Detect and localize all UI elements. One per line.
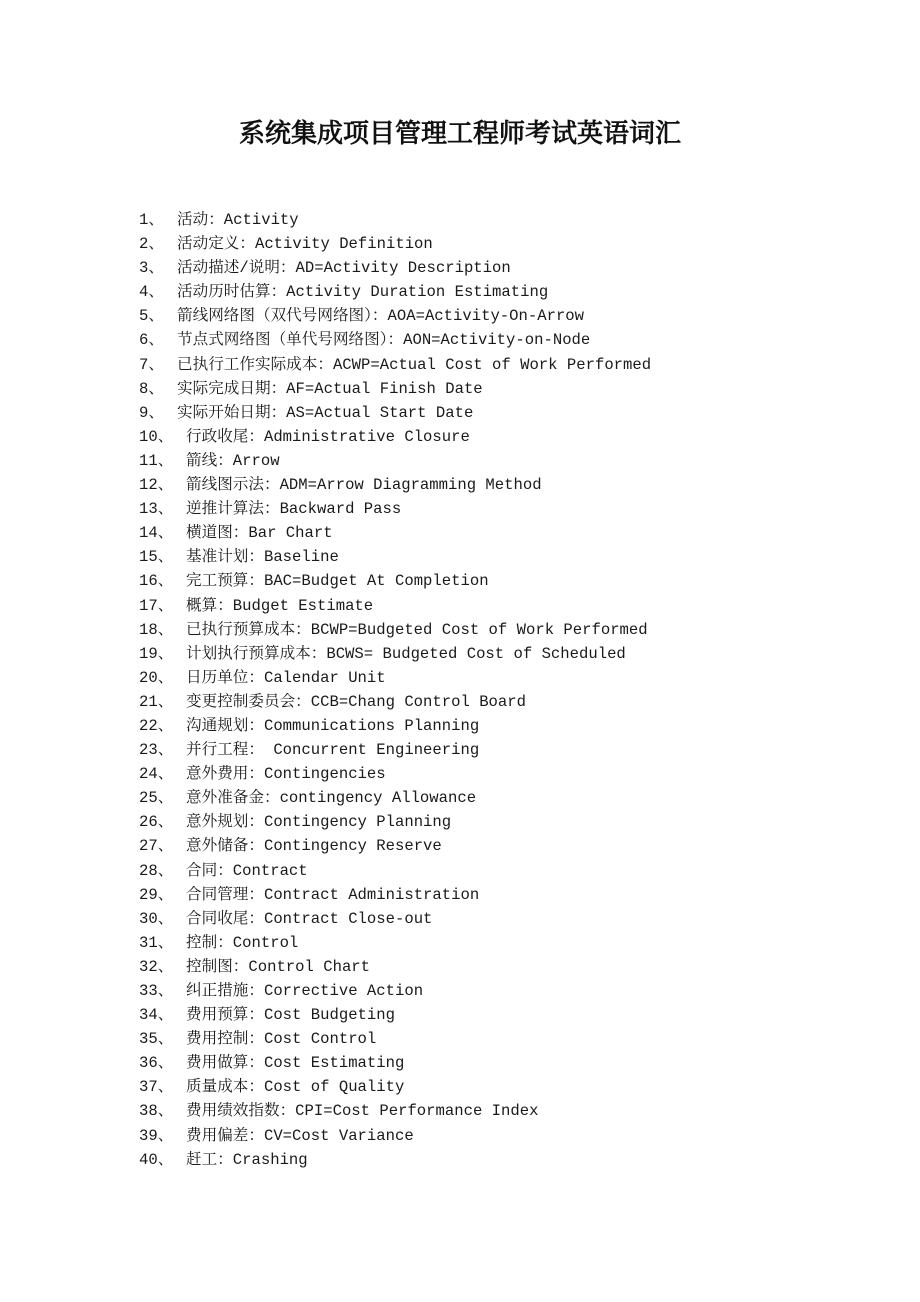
item-term: 活动定义：Activity Definition <box>177 235 433 254</box>
item-term: 活动：Activity <box>177 211 299 229</box>
item-term: 计划执行预算成本：BCWS= Budgeted Cost of Scheduled <box>186 644 626 663</box>
item-number: 11、 <box>139 451 174 470</box>
list-item <box>139 545 839 569</box>
list-item <box>139 618 839 642</box>
item-number: 34、 <box>139 1006 174 1025</box>
item-term: 变更控制委员会：CCB=Chang Control Board <box>186 692 526 711</box>
item-term: 费用绩效指数：CPI=Cost Performance Index <box>186 1102 539 1121</box>
item-term: 箭线：Arrow <box>186 451 280 470</box>
item-number: 25、 <box>139 789 174 808</box>
item-number: 22、 <box>139 716 174 735</box>
list-item <box>139 497 839 521</box>
item-number: 38、 <box>139 1102 174 1121</box>
item-term: 合同收尾：Contract Close-out <box>186 909 433 928</box>
list-item <box>139 425 839 449</box>
item-number: 17、 <box>139 596 174 615</box>
item-number: 12、 <box>139 476 174 495</box>
list-item <box>139 1099 839 1123</box>
item-term: 已执行预算成本：BCWP=Budgeted Cost of Work Performed <box>186 620 648 639</box>
list-item <box>139 1003 839 1027</box>
list-item <box>139 521 839 545</box>
item-term: 费用控制：Cost Control <box>186 1030 377 1049</box>
vocabulary-list <box>139 208 839 1172</box>
item-term: 逆推计算法：Backward Pass <box>186 500 402 519</box>
list-item <box>139 473 839 497</box>
list-item <box>139 834 839 858</box>
item-number: 31、 <box>139 933 174 952</box>
list-item <box>139 642 839 666</box>
item-term: 意外储备：Contingency Reserve <box>186 837 442 856</box>
item-number: 13、 <box>139 500 174 519</box>
item-term: 合同管理：Contract Administration <box>186 885 480 904</box>
item-term: 沟通规划：Communications Planning <box>186 716 480 735</box>
list-item <box>139 786 839 810</box>
item-term: 箭线图示法：ADM=Arrow Diagramming Method <box>186 476 542 495</box>
item-term: 日历单位：Calendar Unit <box>186 668 386 687</box>
item-term: 意外准备金：contingency Allowance <box>186 789 477 808</box>
item-term: 费用做算：Cost Estimating <box>186 1054 405 1073</box>
item-number: 14、 <box>139 524 174 543</box>
item-term: 横道图：Bar Chart <box>186 524 333 543</box>
list-item <box>139 449 839 473</box>
item-number: 19、 <box>139 644 174 663</box>
item-term: 活动描述/说明：AD=Activity Description <box>177 259 511 278</box>
item-number: 26、 <box>139 813 174 832</box>
item-term: 质量成本：Cost of Quality <box>186 1078 405 1097</box>
item-term: 实际开始日期：AS=Actual Start Date <box>177 403 474 422</box>
list-item <box>139 714 839 738</box>
item-term: 节点式网络图（单代号网络图）：AON=Activity-on-Node <box>177 331 591 350</box>
list-item <box>139 256 839 280</box>
item-term: 实际完成日期：AF=Actual Finish Date <box>177 379 483 398</box>
item-number: 4、 <box>139 283 164 302</box>
item-term: 基准计划：Baseline <box>186 548 339 567</box>
list-item <box>139 690 839 714</box>
list-item <box>139 1148 839 1172</box>
list-item <box>139 1051 839 1075</box>
item-term: 完工预算：BAC=Budget At Completion <box>186 572 489 591</box>
list-item <box>139 738 839 762</box>
list-item <box>139 569 839 593</box>
item-number: 10、 <box>139 427 174 446</box>
item-number: 7、 <box>139 355 164 374</box>
list-item <box>139 931 839 955</box>
item-number: 29、 <box>139 885 174 904</box>
item-term: 控制：Control <box>186 933 299 952</box>
list-item <box>139 810 839 834</box>
item-number: 3、 <box>139 259 164 278</box>
item-term: 已执行工作实际成本：ACWP=Actual Cost of Work Performed <box>177 355 652 374</box>
item-number: 2、 <box>139 235 164 254</box>
document-title: 系统集成项目管理工程师考试英语词汇 <box>238 119 681 149</box>
item-number: 20、 <box>139 668 174 687</box>
item-number: 33、 <box>139 982 174 1000</box>
item-term: 行政收尾：Administrative Closure <box>186 427 470 446</box>
list-item <box>139 1124 839 1148</box>
list-item <box>139 377 839 401</box>
item-number: 28、 <box>139 861 174 880</box>
list-item <box>139 859 839 883</box>
item-number: 9、 <box>139 403 164 422</box>
item-number: 36、 <box>139 1054 174 1073</box>
item-term: 费用预算：Cost Budgeting <box>186 1006 395 1025</box>
item-number: 21、 <box>139 692 174 711</box>
item-term: 合同：Contract <box>186 861 308 880</box>
item-term: 箭线网络图（双代号网络图）：AOA=Activity-On-Arrow <box>177 307 585 326</box>
item-number: 27、 <box>139 837 174 856</box>
item-number: 5、 <box>139 307 164 326</box>
list-item <box>139 328 839 352</box>
list-item <box>139 208 839 232</box>
list-item <box>139 762 839 786</box>
item-number: 15、 <box>139 548 174 567</box>
list-item <box>139 280 839 304</box>
item-term: 意外规划：Contingency Planning <box>186 813 452 832</box>
item-term: 概算：Budget Estimate <box>186 596 374 615</box>
item-number: 37、 <box>139 1078 174 1097</box>
item-number: 39、 <box>139 1126 174 1145</box>
item-term: 纠正措施：Corrective Action <box>186 982 424 1000</box>
list-item <box>139 1027 839 1051</box>
list-item <box>139 594 839 618</box>
item-number: 24、 <box>139 765 174 784</box>
item-term: 活动历时估算：Activity Duration Estimating <box>177 283 549 302</box>
item-number: 6、 <box>139 331 164 350</box>
item-number: 35、 <box>139 1030 174 1049</box>
item-number: 18、 <box>139 620 174 639</box>
item-number: 8、 <box>139 379 164 398</box>
item-number: 30、 <box>139 909 174 928</box>
list-item <box>139 907 839 931</box>
item-number: 23、 <box>139 741 174 760</box>
list-item <box>139 1075 839 1099</box>
item-term: 控制图：Control Chart <box>186 957 371 976</box>
list-item <box>139 979 839 1003</box>
list-item <box>139 304 839 328</box>
item-term: 赶工：Crashing <box>186 1150 308 1169</box>
list-item <box>139 401 839 425</box>
list-item <box>139 883 839 907</box>
list-item <box>139 955 839 979</box>
item-number: 40、 <box>139 1150 174 1169</box>
item-term: 费用偏差：CV=Cost Variance <box>186 1126 414 1145</box>
item-number: 16、 <box>139 572 174 591</box>
item-term: 并行工程： Concurrent Engineering <box>186 741 480 760</box>
item-number: 1、 <box>139 211 164 229</box>
list-item <box>139 232 839 256</box>
item-number: 32、 <box>139 957 174 976</box>
list-item <box>139 666 839 690</box>
list-item <box>139 353 839 377</box>
item-term: 意外费用：Contingencies <box>186 765 386 784</box>
